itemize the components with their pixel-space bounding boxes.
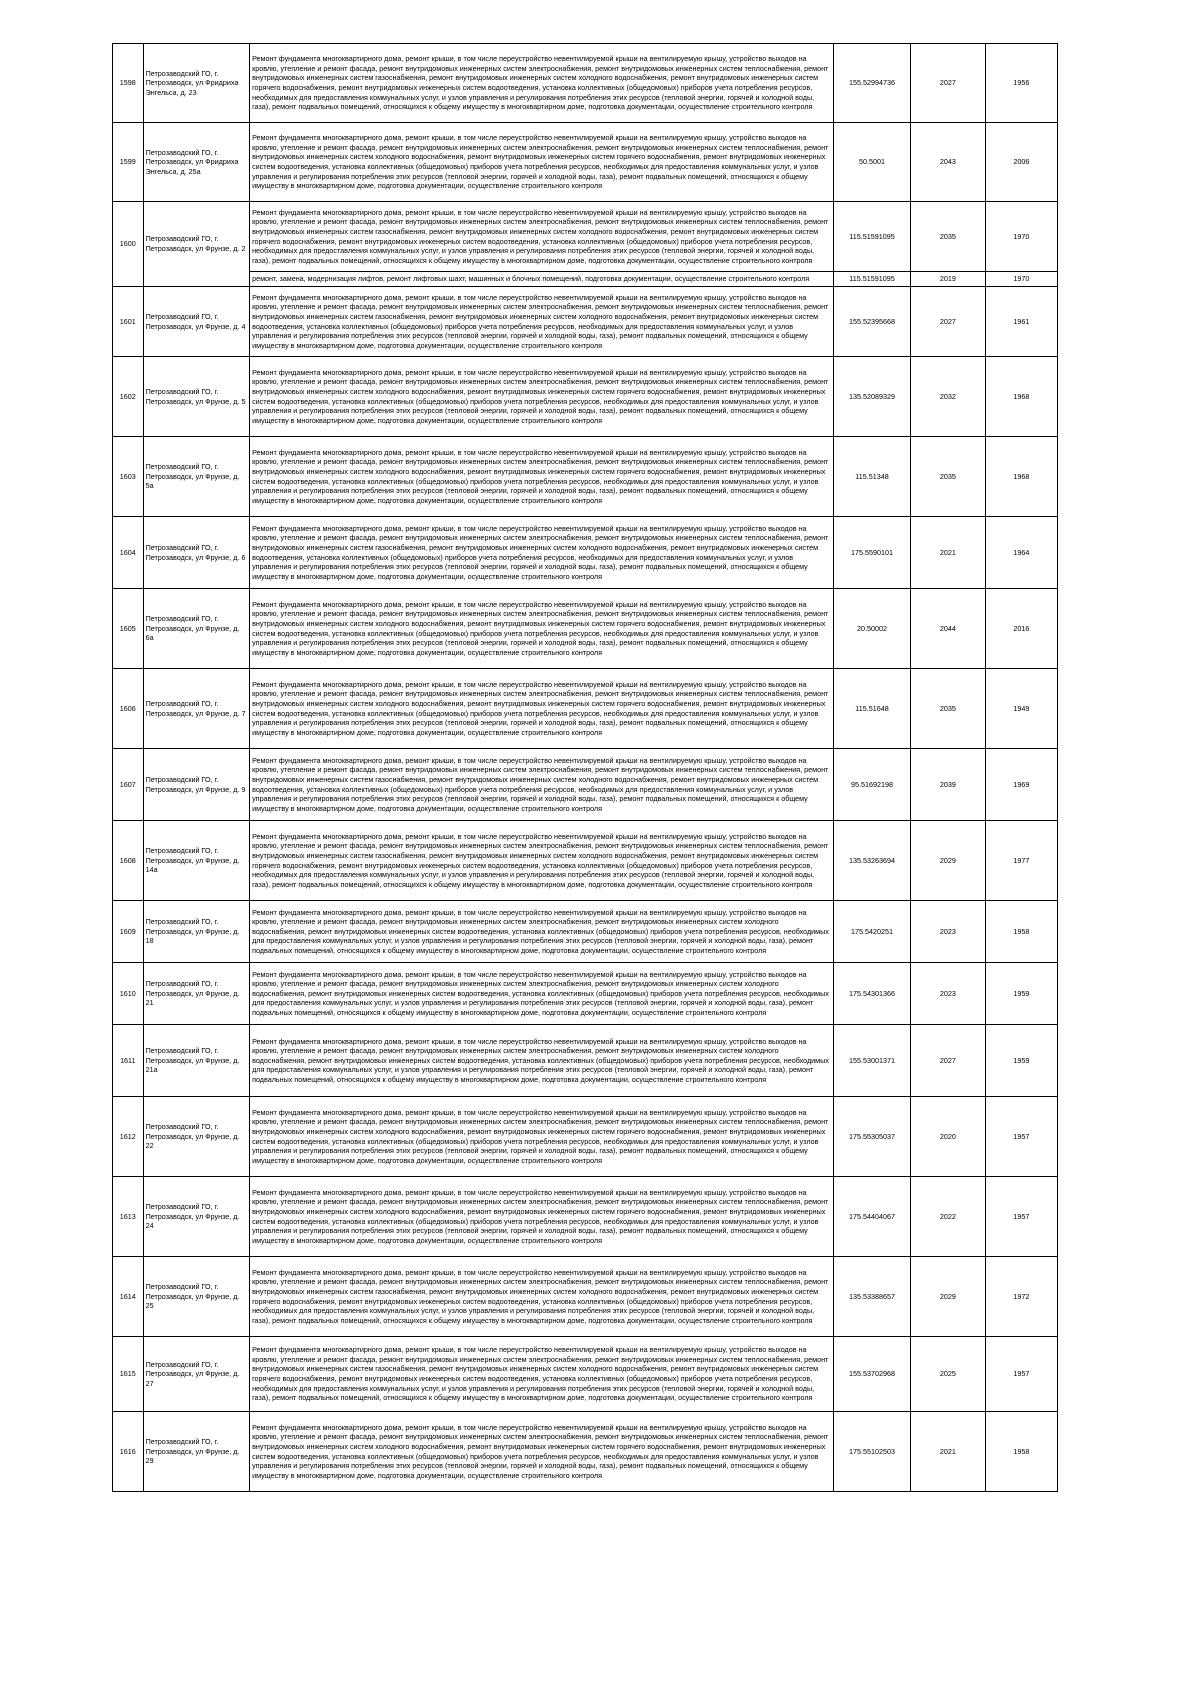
planned-year-cell: 2044 — [911, 589, 986, 669]
row-number: 1612 — [113, 1097, 144, 1177]
row-number: 1608 — [113, 821, 144, 901]
cost-cell: 135.52089329 — [833, 357, 910, 437]
table-row — [113, 437, 1058, 517]
row-number: 1601 — [113, 287, 144, 357]
row-number: 1616 — [113, 1412, 144, 1492]
register-table — [112, 43, 1058, 1492]
planned-year-cell: 2021 — [911, 517, 986, 589]
address-cell: Петрозаводский ГО, г. Петрозаводск, ул Фрунзе, д. 18 — [143, 901, 249, 963]
address-cell: Петрозаводский ГО, г. Петрозаводск, ул Фрунзе, д. 21 — [143, 963, 249, 1025]
address-cell: Петрозаводский ГО, г. Петрозаводск, ул Фрунзе, д. 2 — [143, 202, 249, 287]
row-number: 1606 — [113, 669, 144, 749]
build-year-cell: 1949 — [985, 669, 1057, 749]
row-number: 1605 — [113, 589, 144, 669]
cost-cell: 115.51348 — [833, 437, 910, 517]
planned-year-cell: 2029 — [911, 1257, 986, 1337]
row-number: 1603 — [113, 437, 144, 517]
row-number: 1604 — [113, 517, 144, 589]
cost-cell: 115.51591095 — [833, 272, 910, 287]
address-cell: Петрозаводский ГО, г. Петрозаводск, ул Фридриха Энгельса, д. 25а — [143, 123, 249, 202]
work-description-cell: Ремонт фундамента многоквартирного дома, ремонт крыши, в том числе переустройство невентилируемой крыши на вентилируемую крышу, устройство выходов на кровлю, утепление и ремонт фасада, ремонт внутридомовых инженерных систем электроснабжения, ремонт внутридомовых инженерных систем теплоснабжения, ремонт внутридомовых инженерных систем газоснабжения, ремонт внутридомовых инженерных систем холодного водоснабжения, ремонт внутридомовых инженерных систем водоотведения, установка коллективных (общедомовых) приборов учета потребления ресурсов, необходимых для предоставления коммунальных услуг, и узлов управления и регулирования потребления этих ресурсов (тепловой энергии, горячей и холодной воды, газа), ремонт подвальных помещений, относящихся к общему имуществу в многоквартирном доме, подготовка документации, осуществление строительного контроля — [250, 287, 834, 357]
table-row — [113, 1097, 1058, 1177]
cost-cell: 175.5420251 — [833, 901, 910, 963]
work-description-cell: Ремонт фундамента многоквартирного дома, ремонт крыши, в том числе переустройство невентилируемой крыши на вентилируемую крышу, устройство выходов на кровлю, утепление и ремонт фасада, ремонт внутридомовых инженерных систем электроснабжения, ремонт внутридомовых инженерных систем теплоснабжения, ремонт внутридомовых инженерных систем газоснабжения, ремонт внутридомовых инженерных систем холодного водоснабжения, ремонт внутридомовых инженерных систем водоотведения, установка коллективных (общедомовых) приборов учета потребления ресурсов, необходимых для предоставления коммунальных услуг, и узлов управления и регулирования потребления этих ресурсов (тепловой энергии, горячей и холодной воды, газа), ремонт подвальных помещений, относящихся к общему имуществу в многоквартирном доме, подготовка документации, осуществление строительного контроля — [250, 517, 834, 589]
address-cell: Петрозаводский ГО, г. Петрозаводск, ул Фрунзе, д. 5 — [143, 357, 249, 437]
table-row — [113, 669, 1058, 749]
work-description-cell: Ремонт фундамента многоквартирного дома, ремонт крыши, в том числе переустройство невентилируемой крыши на вентилируемую крышу, устройство выходов на кровлю, утепление и ремонт фасада, ремонт внутридомовых инженерных систем электроснабжения, ремонт внутридомовых инженерных систем холодного водоснабжения, ремонт внутридомовых инженерных систем водоотведения, установка коллективных (общедомовых) приборов учета потребления ресурсов, необходимых для предоставления коммунальных услуг, и узлов управления и регулирования потребления этих ресурсов (тепловой энергии, горячей и холодной воды, газа), ремонт подвальных помещений, относящихся к общему имуществу в многоквартирном доме, подготовка документации, осуществление строительного контроля — [250, 963, 834, 1025]
build-year-cell: 1957 — [985, 1177, 1057, 1257]
cost-cell: 155.53001371 — [833, 1025, 910, 1097]
table-row — [113, 1257, 1058, 1337]
cost-cell: 175.55102503 — [833, 1412, 910, 1492]
table-row — [113, 901, 1058, 963]
work-description-cell: Ремонт фундамента многоквартирного дома, ремонт крыши, в том числе переустройство невентилируемой крыши на вентилируемую крышу, устройство выходов на кровлю, утепление и ремонт фасада, ремонт внутридомовых инженерных систем электроснабжения, ремонт внутридомовых инженерных систем теплоснабжения, ремонт внутридомовых инженерных систем газоснабжения, ремонт внутридомовых инженерных систем холодного водоснабжения, ремонт внутридомовых инженерных систем горячего водоснабжения, ремонт внутридомовых инженерных систем водоотведения, установка коллективных (общедомовых) приборов учета потребления ресурсов, необходимых для предоставления коммунальных услуг, и узлов управления и регулирования потребления этих ресурсов (тепловой энергии, горячей и холодной воды, газа), ремонт подвальных помещений, относящихся к общему имуществу в многоквартирном доме, подготовка документации, осуществление строительного контроля — [250, 44, 834, 123]
table-row — [113, 589, 1058, 669]
address-cell: Петрозаводский ГО, г. Петрозаводск, ул Фридриха Энгельса, д. 23 — [143, 44, 249, 123]
table-row — [113, 1412, 1058, 1492]
work-description-cell: Ремонт фундамента многоквартирного дома, ремонт крыши, в том числе переустройство невентилируемой крыши на вентилируемую крышу, устройство выходов на кровлю, утепление и ремонт фасада, ремонт внутридомовых инженерных систем электроснабжения, ремонт внутридомовых инженерных систем теплоснабжения, ремонт внутридомовых инженерных систем газоснабжения, ремонт внутридомовых инженерных систем холодного водоснабжения, ремонт внутридомовых инженерных систем горячего водоснабжения, ремонт внутридомовых инженерных систем водоотведения, установка коллективных (общедомовых) приборов учета потребления ресурсов, необходимых для предоставления коммунальных услуг, и узлов управления и регулирования потребления этих ресурсов (тепловой энергии, горячей и холодной воды, газа), ремонт подвальных помещений, относящихся к общему имуществу в многоквартирном доме, подготовка документации, осуществление строительного контроля — [250, 821, 834, 901]
cost-cell: 175.54404067 — [833, 1177, 910, 1257]
row-number: 1607 — [113, 749, 144, 821]
address-cell: Петрозаводский ГО, г. Петрозаводск, ул Фрунзе, д. 25 — [143, 1257, 249, 1337]
planned-year-cell: 2023 — [911, 963, 986, 1025]
cost-cell: 135.53263694 — [833, 821, 910, 901]
work-description-cell: Ремонт фундамента многоквартирного дома, ремонт крыши, в том числе переустройство невентилируемой крыши на вентилируемую крышу, устройство выходов на кровлю, утепление и ремонт фасада, ремонт внутридомовых инженерных систем электроснабжения, ремонт внутридомовых инженерных систем теплоснабжения, ремонт внутридомовых инженерных систем холодного водоснабжения, ремонт внутридомовых инженерных систем горячего водоснабжения, ремонт внутридомовых инженерных систем водоотведения, установка коллективных (общедомовых) приборов учета потребления ресурсов, необходимых для предоставления коммунальных услуг, и узлов управления и регулирования потребления этих ресурсов (тепловой энергии, горячей и холодной воды, газа), ремонт подвальных помещений, относящихся к общему имуществу в многоквартирном доме, подготовка документации, осуществление строительного контроля — [250, 1177, 834, 1257]
build-year-cell: 1961 — [985, 287, 1057, 357]
table-row — [113, 517, 1058, 589]
work-description-cell: Ремонт фундамента многоквартирного дома, ремонт крыши, в том числе переустройство невентилируемой крыши на вентилируемую крышу, устройство выходов на кровлю, утепление и ремонт фасада, ремонт внутридомовых инженерных систем электроснабжения, ремонт внутридомовых инженерных систем теплоснабжения, ремонт внутридомовых инженерных систем газоснабжения, ремонт внутридомовых инженерных систем холодного водоснабжения, ремонт внутридомовых инженерных систем водоотведения, установка коллективных (общедомовых) приборов учета потребления ресурсов, необходимых для предоставления коммунальных услуг, и узлов управления и регулирования потребления этих ресурсов (тепловой энергии, горячей и холодной воды, газа), ремонт подвальных помещений, относящихся к общему имуществу в многоквартирном доме, подготовка документации, осуществление строительного контроля — [250, 749, 834, 821]
build-year-cell: 1956 — [985, 44, 1057, 123]
build-year-cell: 1958 — [985, 901, 1057, 963]
cost-cell: 155.52395668 — [833, 287, 910, 357]
table-row — [113, 1177, 1058, 1257]
build-year-cell: 1957 — [985, 1097, 1057, 1177]
work-description-cell: Ремонт фундамента многоквартирного дома, ремонт крыши, в том числе переустройство невентилируемой крыши на вентилируемую крышу, устройство выходов на кровлю, утепление и ремонт фасада, ремонт внутридомовых инженерных систем электроснабжения, ремонт внутридомовых инженерных систем теплоснабжения, ремонт внутридомовых инженерных систем холодного водоснабжения, ремонт внутридомовых инженерных систем горячего водоснабжения, ремонт внутридомовых инженерных систем водоотведения, установка коллективных (общедомовых) приборов учета потребления ресурсов, необходимых для предоставления коммунальных услуг, и узлов управления и регулирования потребления этих ресурсов (тепловой энергии, горячей и холодной воды, газа), ремонт подвальных помещений, относящихся к общему имуществу в многоквартирном доме, подготовка документации, осуществление строительного контроля — [250, 1097, 834, 1177]
planned-year-cell: 2027 — [911, 44, 986, 123]
cost-cell: 95.51692198 — [833, 749, 910, 821]
build-year-cell: 1970 — [985, 272, 1057, 287]
planned-year-cell: 2035 — [911, 437, 986, 517]
table-row — [113, 1025, 1058, 1097]
work-description-cell: Ремонт фундамента многоквартирного дома, ремонт крыши, в том числе переустройство невентилируемой крыши на вентилируемую крышу, устройство выходов на кровлю, утепление и ремонт фасада, ремонт внутридомовых инженерных систем электроснабжения, ремонт внутридомовых инженерных систем теплоснабжения, ремонт внутридомовых инженерных систем холодного водоснабжения, ремонт внутридомовых инженерных систем горячего водоснабжения, ремонт внутридомовых инженерных систем водоотведения, установка коллективных (общедомовых) приборов учета потребления ресурсов, необходимых для предоставления коммунальных услуг, и узлов управления и регулирования потребления этих ресурсов (тепловой энергии, горячей и холодной воды, газа), ремонт подвальных помещений, относящихся к общему имуществу в многоквартирном доме, подготовка документации, осуществление строительного контроля — [250, 123, 834, 202]
work-description-cell: Ремонт фундамента многоквартирного дома, ремонт крыши, в том числе переустройство невентилируемой крыши на вентилируемую крышу, устройство выходов на кровлю, утепление и ремонт фасада, ремонт внутридомовых инженерных систем электроснабжения, ремонт внутридомовых инженерных систем теплоснабжения, ремонт внутридомовых инженерных систем газоснабжения, ремонт внутридомовых инженерных систем холодного водоснабжения, ремонт внутридомовых инженерных систем горячего водоснабжения, ремонт внутридомовых инженерных систем водоотведения, установка коллективных (общедомовых) приборов учета потребления ресурсов, необходимых для предоставления коммунальных услуг, и узлов управления и регулирования потребления этих ресурсов (тепловой энергии, горячей и холодной воды, газа), ремонт подвальных помещений, относящихся к общему имуществу в многоквартирном доме, подготовка документации, осуществление строительного контроля — [250, 1257, 834, 1337]
table-row — [113, 287, 1058, 357]
address-cell: Петрозаводский ГО, г. Петрозаводск, ул Фрунзе, д. 14а — [143, 821, 249, 901]
cost-cell: 155.52994736 — [833, 44, 910, 123]
planned-year-cell: 2035 — [911, 202, 986, 272]
table-row — [113, 357, 1058, 437]
row-number: 1610 — [113, 963, 144, 1025]
table-row — [113, 749, 1058, 821]
address-cell: Петрозаводский ГО, г. Петрозаводск, ул Фрунзе, д. 6а — [143, 589, 249, 669]
build-year-cell: 1972 — [985, 1257, 1057, 1337]
address-cell: Петрозаводский ГО, г. Петрозаводск, ул Фрунзе, д. 4 — [143, 287, 249, 357]
table-row — [113, 821, 1058, 901]
work-description-cell: Ремонт фундамента многоквартирного дома, ремонт крыши, в том числе переустройство невентилируемой крыши на вентилируемую крышу, устройство выходов на кровлю, утепление и ремонт фасада, ремонт внутридомовых инженерных систем электроснабжения, ремонт внутридомовых инженерных систем теплоснабжения, ремонт внутридомовых инженерных систем холодного водоснабжения, ремонт внутридомовых инженерных систем горячего водоснабжения, ремонт внутридомовых инженерных систем водоотведения, установка коллективных (общедомовых) приборов учета потребления ресурсов, необходимых для предоставления коммунальных услуг, и узлов управления и регулирования потребления этих ресурсов (тепловой энергии, горячей и холодной воды, газа), ремонт подвальных помещений, относящихся к общему имуществу в многоквартирном доме, подготовка документации, осуществление строительного контроля — [250, 669, 834, 749]
table-row — [113, 1337, 1058, 1412]
planned-year-cell: 2019 — [911, 272, 986, 287]
planned-year-cell: 2025 — [911, 1337, 986, 1412]
row-number: 1614 — [113, 1257, 144, 1337]
build-year-cell: 1977 — [985, 821, 1057, 901]
address-cell: Петрозаводский ГО, г. Петрозаводск, ул Фрунзе, д. 22 — [143, 1097, 249, 1177]
planned-year-cell: 2029 — [911, 821, 986, 901]
cost-cell: 155.53702968 — [833, 1337, 910, 1412]
cost-cell: 135.53388657 — [833, 1257, 910, 1337]
table-row — [113, 963, 1058, 1025]
row-number: 1600 — [113, 202, 144, 287]
build-year-cell: 1968 — [985, 437, 1057, 517]
cost-cell: 20.50002 — [833, 589, 910, 669]
register-body — [113, 44, 1058, 1492]
planned-year-cell: 2021 — [911, 1412, 986, 1492]
address-cell: Петрозаводский ГО, г. Петрозаводск, ул Фрунзе, д. 7 — [143, 669, 249, 749]
planned-year-cell: 2032 — [911, 357, 986, 437]
work-description-cell: Ремонт фундамента многоквартирного дома, ремонт крыши, в том числе переустройство невентилируемой крыши на вентилируемую крышу, устройство выходов на кровлю, утепление и ремонт фасада, ремонт внутридомовых инженерных систем электроснабжения, ремонт внутридомовых инженерных систем теплоснабжения, ремонт внутридомовых инженерных систем холодного водоснабжения, ремонт внутридомовых инженерных систем горячего водоснабжения, ремонт внутридомовых инженерных систем водоотведения, установка коллективных (общедомовых) приборов учета потребления ресурсов, необходимых для предоставления коммунальных услуг, и узлов управления и регулирования потребления этих ресурсов (тепловой энергии, горячей и холодной воды, газа), ремонт подвальных помещений, относящихся к общему имуществу в многоквартирном доме, подготовка документации, осуществление строительного контроля — [250, 1412, 834, 1492]
row-number: 1613 — [113, 1177, 144, 1257]
planned-year-cell: 2039 — [911, 749, 986, 821]
address-cell: Петрозаводский ГО, г. Петрозаводск, ул Фрунзе, д. 27 — [143, 1337, 249, 1412]
row-number: 1615 — [113, 1337, 144, 1412]
build-year-cell: 1970 — [985, 202, 1057, 272]
cost-cell: 115.51591095 — [833, 202, 910, 272]
build-year-cell: 2016 — [985, 589, 1057, 669]
planned-year-cell: 2043 — [911, 123, 986, 202]
build-year-cell: 1959 — [985, 1025, 1057, 1097]
table-row — [113, 123, 1058, 202]
address-cell: Петрозаводский ГО, г. Петрозаводск, ул Фрунзе, д. 6 — [143, 517, 249, 589]
table-row — [113, 44, 1058, 123]
planned-year-cell: 2023 — [911, 901, 986, 963]
row-number: 1609 — [113, 901, 144, 963]
table-row — [113, 272, 1058, 287]
build-year-cell: 1957 — [985, 1337, 1057, 1412]
address-cell: Петрозаводский ГО, г. Петрозаводск, ул Фрунзе, д. 5а — [143, 437, 249, 517]
cost-cell: 115.51648 — [833, 669, 910, 749]
build-year-cell: 1959 — [985, 963, 1057, 1025]
work-description-cell: Ремонт фундамента многоквартирного дома, ремонт крыши, в том числе переустройство невентилируемой крыши на вентилируемую крышу, устройство выходов на кровлю, утепление и ремонт фасада, ремонт внутридомовых инженерных систем электроснабжения, ремонт внутридомовых инженерных систем теплоснабжения, ремонт внутридомовых инженерных систем холодного водоснабжения, ремонт внутридомовых инженерных систем горячего водоснабжения, ремонт внутридомовых инженерных систем водоотведения, установка коллективных (общедомовых) приборов учета потребления ресурсов, необходимых для предоставления коммунальных услуг, и узлов управления и регулирования потребления этих ресурсов (тепловой энергии, горячей и холодной воды, газа), ремонт подвальных помещений, относящихся к общему имуществу в многоквартирном доме, подготовка документации, осуществление строительного контроля — [250, 437, 834, 517]
row-number: 1598 — [113, 44, 144, 123]
build-year-cell: 1969 — [985, 749, 1057, 821]
build-year-cell: 1964 — [985, 517, 1057, 589]
cost-cell: 50.5001 — [833, 123, 910, 202]
row-number: 1611 — [113, 1025, 144, 1097]
table-row — [113, 202, 1058, 272]
planned-year-cell: 2020 — [911, 1097, 986, 1177]
build-year-cell: 2006 — [985, 123, 1057, 202]
work-description-cell: Ремонт фундамента многоквартирного дома, ремонт крыши, в том числе переустройство невентилируемой крыши на вентилируемую крышу, устройство выходов на кровлю, утепление и ремонт фасада, ремонт внутридомовых инженерных систем электроснабжения, ремонт внутридомовых инженерных систем холодного водоснабжения, ремонт внутридомовых инженерных систем водоотведения, установка коллективных (общедомовых) приборов учета потребления ресурсов, необходимых для предоставления коммунальных услуг, и узлов управления и регулирования потребления этих ресурсов (тепловой энергии, горячей и холодной воды, газа), ремонт подвальных помещений, относящихся к общему имуществу в многоквартирном доме, подготовка документации, осуществление строительного контроля — [250, 1025, 834, 1097]
build-year-cell: 1968 — [985, 357, 1057, 437]
address-cell: Петрозаводский ГО, г. Петрозаводск, ул Фрунзе, д. 9 — [143, 749, 249, 821]
address-cell: Петрозаводский ГО, г. Петрозаводск, ул Фрунзе, д. 24 — [143, 1177, 249, 1257]
address-cell: Петрозаводский ГО, г. Петрозаводск, ул Фрунзе, д. 21а — [143, 1025, 249, 1097]
planned-year-cell: 2035 — [911, 669, 986, 749]
work-description-cell: Ремонт фундамента многоквартирного дома, ремонт крыши, в том числе переустройство невентилируемой крыши на вентилируемую крышу, устройство выходов на кровлю, утепление и ремонт фасада, ремонт внутридомовых инженерных систем электроснабжения, ремонт внутридомовых инженерных систем теплоснабжения, ремонт внутридомовых инженерных систем холодного водоснабжения, ремонт внутридомовых инженерных систем горячего водоснабжения, ремонт внутридомовых инженерных систем водоотведения, установка коллективных (общедомовых) приборов учета потребления ресурсов, необходимых для предоставления коммунальных услуг, и узлов управления и регулирования потребления этих ресурсов (тепловой энергии, горячей и холодной воды, газа), ремонт подвальных помещений, относящихся к общему имуществу в многоквартирном доме, подготовка документации, осуществление строительного контроля — [250, 589, 834, 669]
cost-cell: 175.55305037 — [833, 1097, 910, 1177]
row-number: 1602 — [113, 357, 144, 437]
row-number: 1599 — [113, 123, 144, 202]
planned-year-cell: 2027 — [911, 1025, 986, 1097]
work-description-cell: Ремонт фундамента многоквартирного дома, ремонт крыши, в том числе переустройство невентилируемой крыши на вентилируемую крышу, устройство выходов на кровлю, утепление и ремонт фасада, ремонт внутридомовых инженерных систем электроснабжения, ремонт внутридомовых инженерных систем теплоснабжения, ремонт внутридомовых инженерных систем холодного водоснабжения, ремонт внутридомовых инженерных систем горячего водоснабжения, ремонт внутридомовых инженерных систем водоотведения, установка коллективных (общедомовых) приборов учета потребления ресурсов, необходимых для предоставления коммунальных услуг, и узлов управления и регулирования потребления этих ресурсов (тепловой энергии, горячей и холодной воды, газа), ремонт подвальных помещений, относящихся к общему имуществу в многоквартирном доме, подготовка документации, осуществление строительного контроля — [250, 357, 834, 437]
address-cell: Петрозаводский ГО, г. Петрозаводск, ул Фрунзе, д. 29 — [143, 1412, 249, 1492]
cost-cell: 175.54301366 — [833, 963, 910, 1025]
work-description-cell: Ремонт фундамента многоквартирного дома, ремонт крыши, в том числе переустройство невентилируемой крыши на вентилируемую крышу, устройство выходов на кровлю, утепление и ремонт фасада, ремонт внутридомовых инженерных систем электроснабжения, ремонт внутридомовых инженерных систем теплоснабжения, ремонт внутридомовых инженерных систем газоснабжения, ремонт внутридомовых инженерных систем холодного водоснабжения, ремонт внутридомовых инженерных систем горячего водоснабжения, ремонт внутридомовых инженерных систем водоотведения, установка коллективных (общедомовых) приборов учета потребления ресурсов, необходимых для предоставления коммунальных услуг, и узлов управления и регулирования потребления этих ресурсов (тепловой энергии, горячей и холодной воды, газа), ремонт подвальных помещений, относящихся к общему имуществу в многоквартирном доме, подготовка документации, осуществление строительного контроля — [250, 1337, 834, 1412]
cost-cell: 175.5590101 — [833, 517, 910, 589]
work-description-cell: ремонт, замена, модернизация лифтов, ремонт лифтовых шахт, машинных и блочных помещений, подготовка документации, осуществление строительного контроля — [250, 272, 834, 287]
planned-year-cell: 2022 — [911, 1177, 986, 1257]
build-year-cell: 1958 — [985, 1412, 1057, 1492]
work-description-cell: Ремонт фундамента многоквартирного дома, ремонт крыши, в том числе переустройство невентилируемой крыши на вентилируемую крышу, устройство выходов на кровлю, утепление и ремонт фасада, ремонт внутридомовых инженерных систем электроснабжения, ремонт внутридомовых инженерных систем холодного водоснабжения, ремонт внутридомовых инженерных систем водоотведения, установка коллективных (общедомовых) приборов учета потребления ресурсов, необходимых для предоставления коммунальных услуг, и узлов управления и регулирования потребления этих ресурсов (тепловой энергии, горячей и холодной воды, газа), ремонт подвальных помещений, относящихся к общему имуществу в многоквартирном доме, подготовка документации, осуществление строительного контроля — [250, 901, 834, 963]
work-description-cell: Ремонт фундамента многоквартирного дома, ремонт крыши, в том числе переустройство невентилируемой крыши на вентилируемую крышу, устройство выходов на кровлю, утепление и ремонт фасада, ремонт внутридомовых инженерных систем электроснабжения, ремонт внутридомовых инженерных систем теплоснабжения, ремонт внутридомовых инженерных систем газоснабжения, ремонт внутридомовых инженерных систем холодного водоснабжения, ремонт внутридомовых инженерных систем горячего водоснабжения, ремонт внутридомовых инженерных систем водоотведения, установка коллективных (общедомовых) приборов учета потребления ресурсов, необходимых для предоставления коммунальных услуг, и узлов управления и регулирования потребления этих ресурсов (тепловой энергии, горячей и холодной воды, газа), ремонт подвальных помещений, относящихся к общему имуществу в многоквартирном доме, подготовка документации, осуществление строительного контроля — [250, 202, 834, 272]
planned-year-cell: 2027 — [911, 287, 986, 357]
